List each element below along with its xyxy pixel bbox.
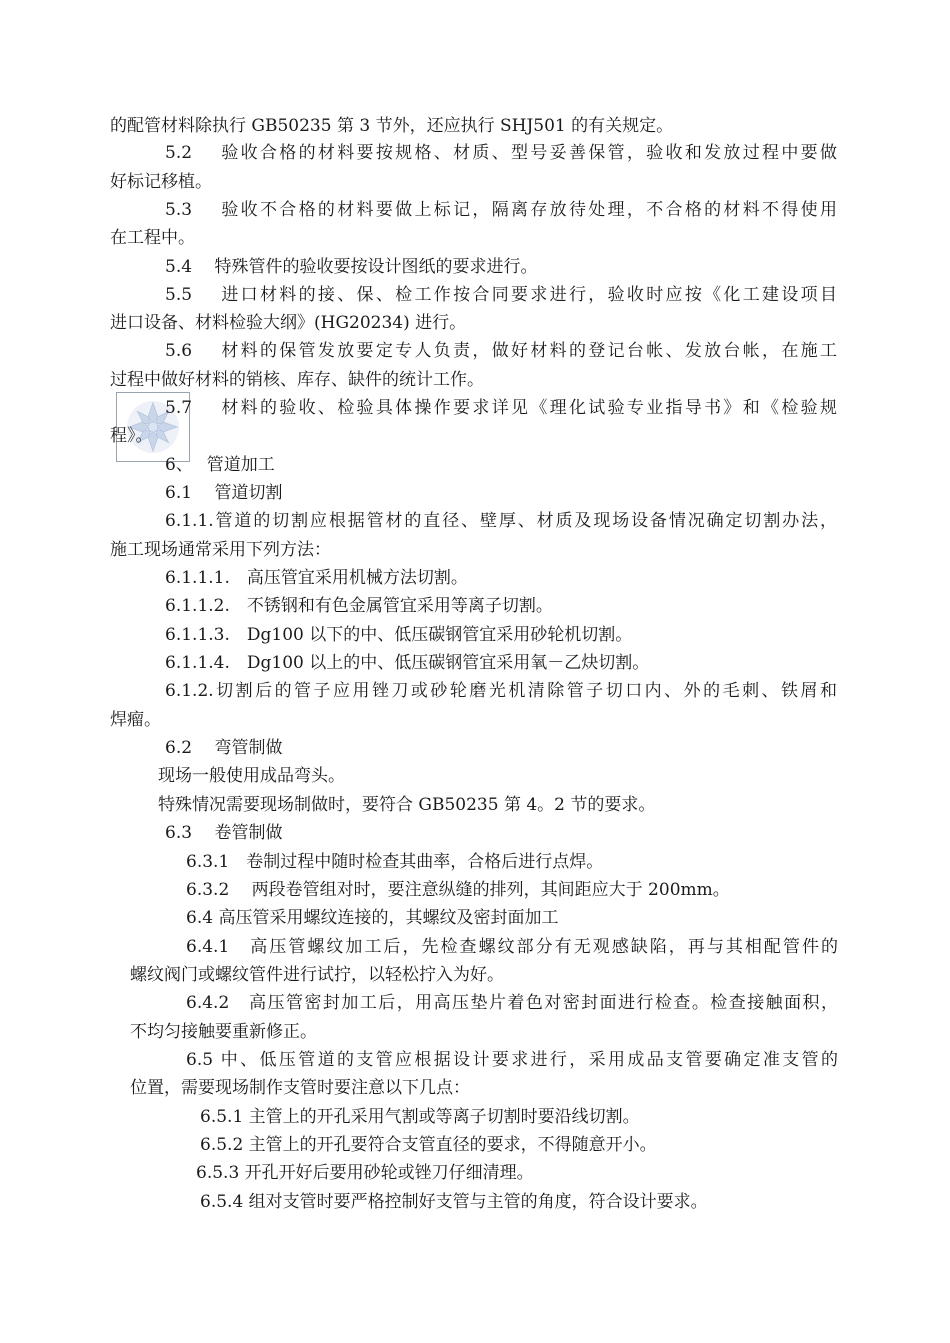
text-line: 在工程中。 [110,228,195,248]
text-line: 6.1.1.4. Dg100 以上的中、低压碳钢管宜采用氧－乙炔切割。 [165,653,650,673]
text-line: 螺纹阀门或螺纹管件进行试拧，以轻松拧入为好。 [130,965,504,985]
text-line: 进口设备、材料检验大纲》(HG20234) 进行。 [110,313,467,333]
text-line: 5.3 验收不合格的材料要做上标记，隔离存放待处理，不合格的材料不得使用 [165,200,837,220]
text-line: 5.2 验收合格的材料要按规格、材质、型号妥善保管，验收和发放过程中要做 [165,143,837,163]
text-line: 6.4.1 高压管螺纹加工后，先检查螺纹部分有无观感缺陷，再与其相配管件的 [186,937,838,957]
text-line: 焊瘤。 [110,710,161,730]
subsection-heading: 6.2 弯管制做 [165,738,283,758]
text-line: 6.3.1 卷制过程中随时检查其曲率，合格后进行点焊。 [186,852,604,872]
text-line: 5.6 材料的保管发放要定专人负责，做好材料的登记台帐、发放台帐，在施工 [165,341,837,361]
text-line: 程》。 [110,426,153,446]
text-line: 5.7 材料的验收、检验具体操作要求详见《理化试验专业指导书》和《检验规 [165,398,837,418]
text-line: 6.5.1 主管上的开孔采用气割或等离子切割时要沿线切割。 [200,1107,640,1127]
text-line: 过程中做好材料的销核、库存、缺件的统计工作。 [110,370,484,390]
text-line: 不均匀接触要重新修正。 [130,1022,317,1042]
text-line: 6.5 中、低压管道的支管应根据设计要求进行，采用成品支管要确定准支管的 [186,1050,838,1070]
subsection-heading: 6.1 管道切割 [165,483,283,503]
text-line: 好标记移植。 [110,172,212,192]
text-line: 的配管材料除执行 GB50235 第 3 节外，还应执行 SHJ501 的有关规定。 [110,116,674,136]
subsection-heading: 6.4 高压管采用螺纹连接的，其螺纹及密封面加工 [186,908,559,928]
text-line: 6.1.1.2. 不锈钢和有色金属管宜采用等离子切割。 [165,596,553,616]
subsection-heading: 6.3 卷管制做 [165,823,283,843]
text-line: 5.4 特殊管件的验收要按设计图纸的要求进行。 [165,257,538,277]
text-line: 施工现场通常采用下列方法： [110,540,331,560]
text-line: 5.5 进口材料的接、保、检工作按合同要求进行，验收时应按《化工建设项目 [165,285,837,305]
text-line: 6.1.2.切割后的管子应用锉刀或砂轮磨光机清除管子切口内、外的毛刺、铁屑和 [165,681,837,701]
text-line: 6.5.4 组对支管时要严格控制好支管与主管的角度，符合设计要求。 [200,1192,708,1212]
text-line: 6.1.1.管道的切割应根据管材的直径、壁厚、材质及现场设备情况确定切割办法， [165,511,837,531]
text-line: 6.1.1.3. Dg100 以下的中、低压碳钢管宜采用砂轮机切割。 [165,625,633,645]
text-line: 位置，需要现场制作支管时要注意以下几点： [130,1078,470,1098]
section-heading: 6、 管道加工 [165,455,275,475]
text-line: 6.5.2 主管上的开孔要符合支管直径的要求，不得随意开小。 [200,1135,657,1155]
text-line: 6.4.2 高压管密封加工后，用高压垫片着色对密封面进行检查。检查接触面积， [186,993,838,1013]
text-line: 6.5.3 开孔开好后要用砂轮或锉刀仔细清理。 [196,1163,534,1183]
text-line: 6.3.2 两段卷管组对时，要注意纵缝的排列，其间距应大于 200mm。 [186,880,730,900]
text-line: 特殊情况需要现场制做时，要符合 GB50235 第 4。2 节的要求。 [158,795,656,815]
text-line: 现场一般使用成品弯头。 [158,766,345,786]
text-line: 6.1.1.1. 高压管宜采用机械方法切割。 [165,568,468,588]
